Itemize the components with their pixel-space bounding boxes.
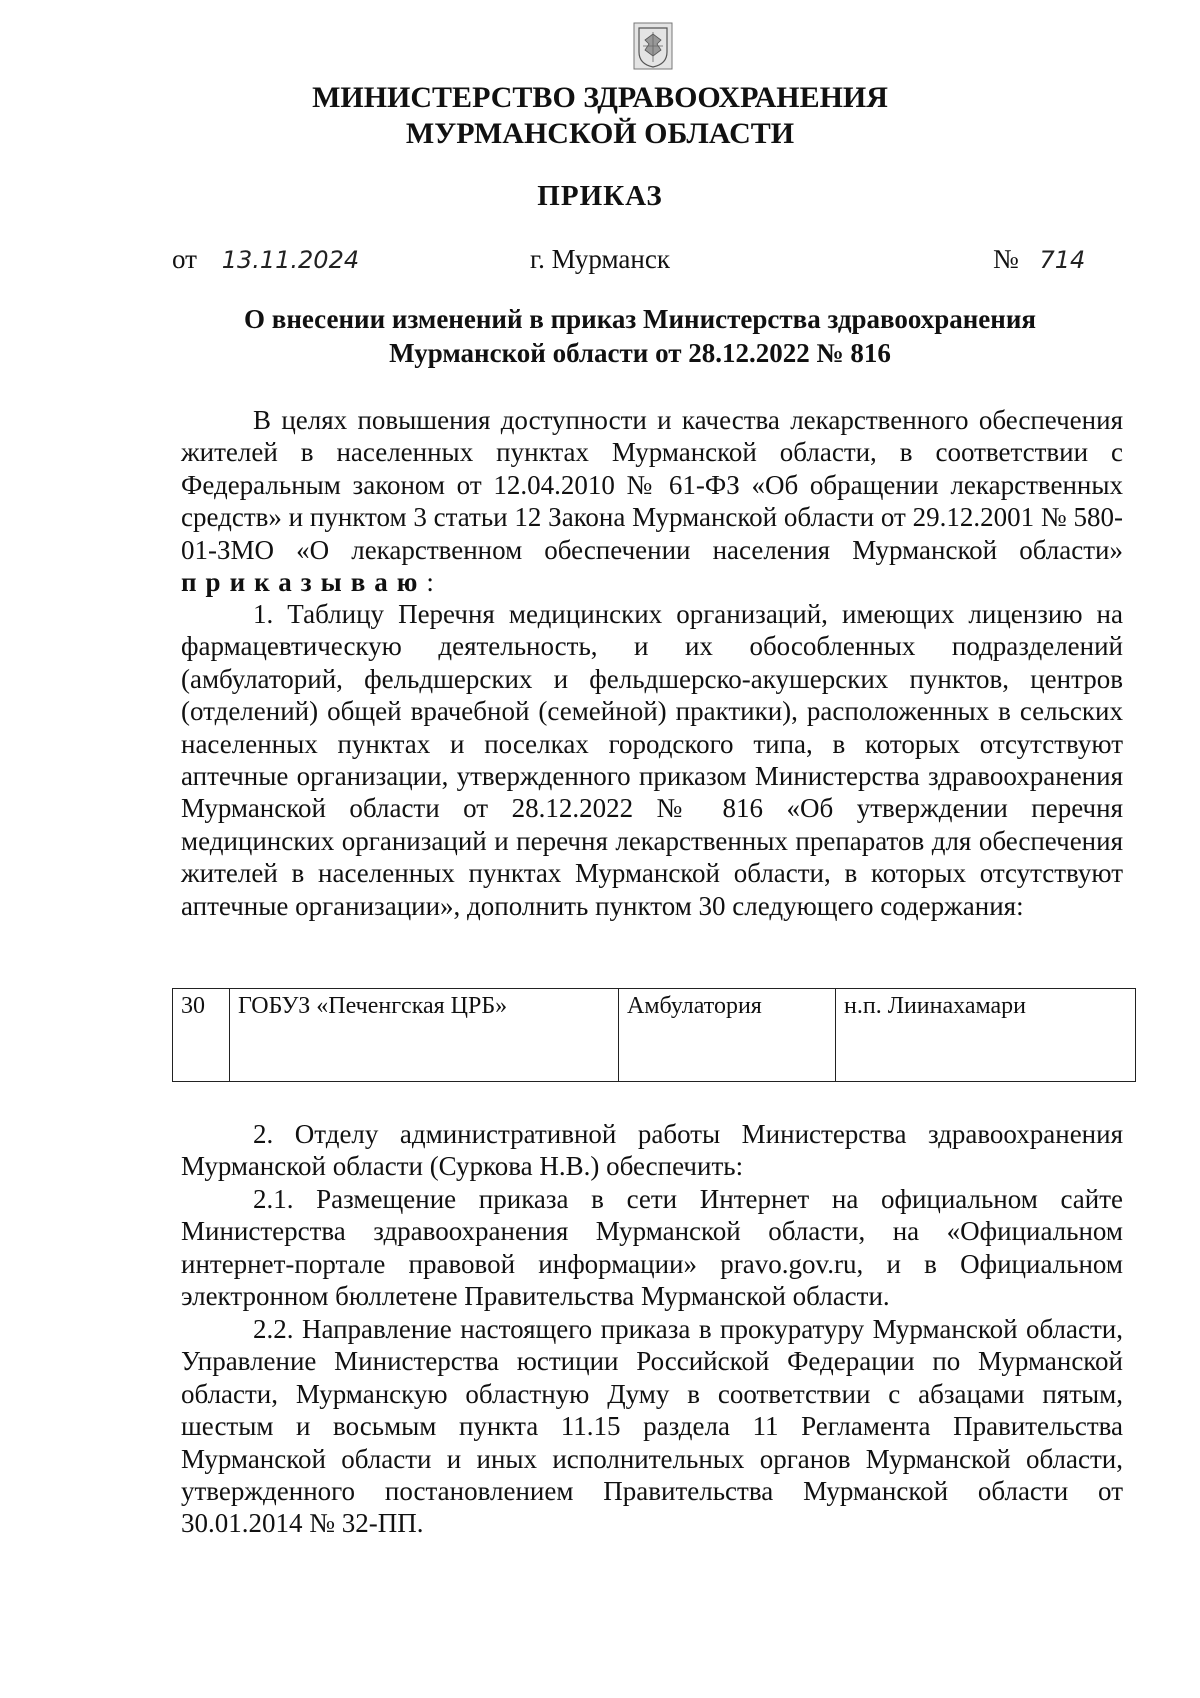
order-number [993,244,1085,275]
title-line1: О внесении изменений в приказ Министерства здравоохранения [243,304,1036,334]
order-city: г. Мурманск [530,244,670,274]
ministry-name-line1: МИНИСТЕРСТВО ЗДРАВООХРАНЕНИЯ [312,81,888,114]
title-line2: Мурманской области от 28.12.2022 № 816 [389,338,891,368]
number-prefix: № [993,244,1019,274]
table-row [173,989,1136,1082]
item-1-paragraph: 1. Таблицу Перечня медицинских организаций, имеющих лицензию на фармацевтическую деятельность, и их обособленных подразделений (амбулаторий, фельдшерских и фельдшерско-акушерских пунктов, центров (отделений) общей врачебной (семейной) практики), расположенных в сельских населенных пунктах и поселках городского типа, в которых отсутствуют аптечные организации, утвержденного приказом Министерства здравоохранения Мурманской области от 28.12.2022 № 816 «Об утверждении перечня медицинских организаций и перечня лекарственных препаратов для обеспечения жителей в населенных пунктах Мурманской области, в которых отсутствуют аптечные организации», дополнить пунктом 30 следующего содержания: [181,599,1123,921]
table-cell-organization: ГОБУЗ «Печенгская ЦРБ» [230,989,619,1082]
document-title [180,302,1100,370]
order-word: приказываю [181,567,427,598]
coat-of-arms-icon [633,22,673,70]
table-cell-locality: н.п. Лиинахамари [836,989,1136,1082]
table-cell-unit-type: Амбулатория [619,989,836,1082]
order-colon: : [426,567,434,598]
added-item-table [172,988,1136,1082]
ministry-name-line2: МУРМАНСКОЙ ОБЛАСТИ [405,117,795,150]
date-prefix: от [172,244,197,274]
document-type: ПРИКАЗ [537,180,663,212]
item-2-paragraph: 2. Отделу административной работы Министерства здравоохранения Мурманской области (Суркова Н.В.) обеспечить: [181,1119,1123,1182]
preamble-text: В целях повышения доступности и качества лекарственного обеспечения жителей в населенных пунктах Мурманской области, в соответствии с Федеральным законом от 12.04.2010 № 61-ФЗ «Об обращении лекарственных средств» и пунктом 3 статьи 12 Закона Мурманской области от 29.12.2001 № 580-01-ЗМО «О лекарственном обеспечении населения Мурманской области» [181,405,1123,565]
table-cell-number: 30 [173,989,230,1082]
preamble-paragraph [181,404,1123,598]
item-2-1-paragraph: 2.1. Размещение приказа в сети Интернет на официальном сайте Министерства здравоохранения Мурманской области, на «Официальном интернет-портале правовой информации» pravo.gov.ru, и в Официальном электронном бюллетене Правительства Мурманской области. [181,1184,1123,1312]
handwritten-date: 13.11.2024 [221,246,360,274]
handwritten-number: 714 [1039,246,1086,274]
ministry-name [0,80,1200,152]
item-2-2-paragraph: 2.2. Направление настоящего приказа в прокуратуру Мурманской области, Управление Министерства юстиции Российской Федерации по Мурманской области, Мурманскую областную Думу в соответствии с абзацами пятым, шестым и восьмым пункта 11.15 раздела 11 Регламента Правительства Мурманской области и иных исполнительных органов Мурманской области, утвержденного постановлением Правительства Мурманской области от 30.01.2014 № 32-ПП. [181,1314,1123,1539]
